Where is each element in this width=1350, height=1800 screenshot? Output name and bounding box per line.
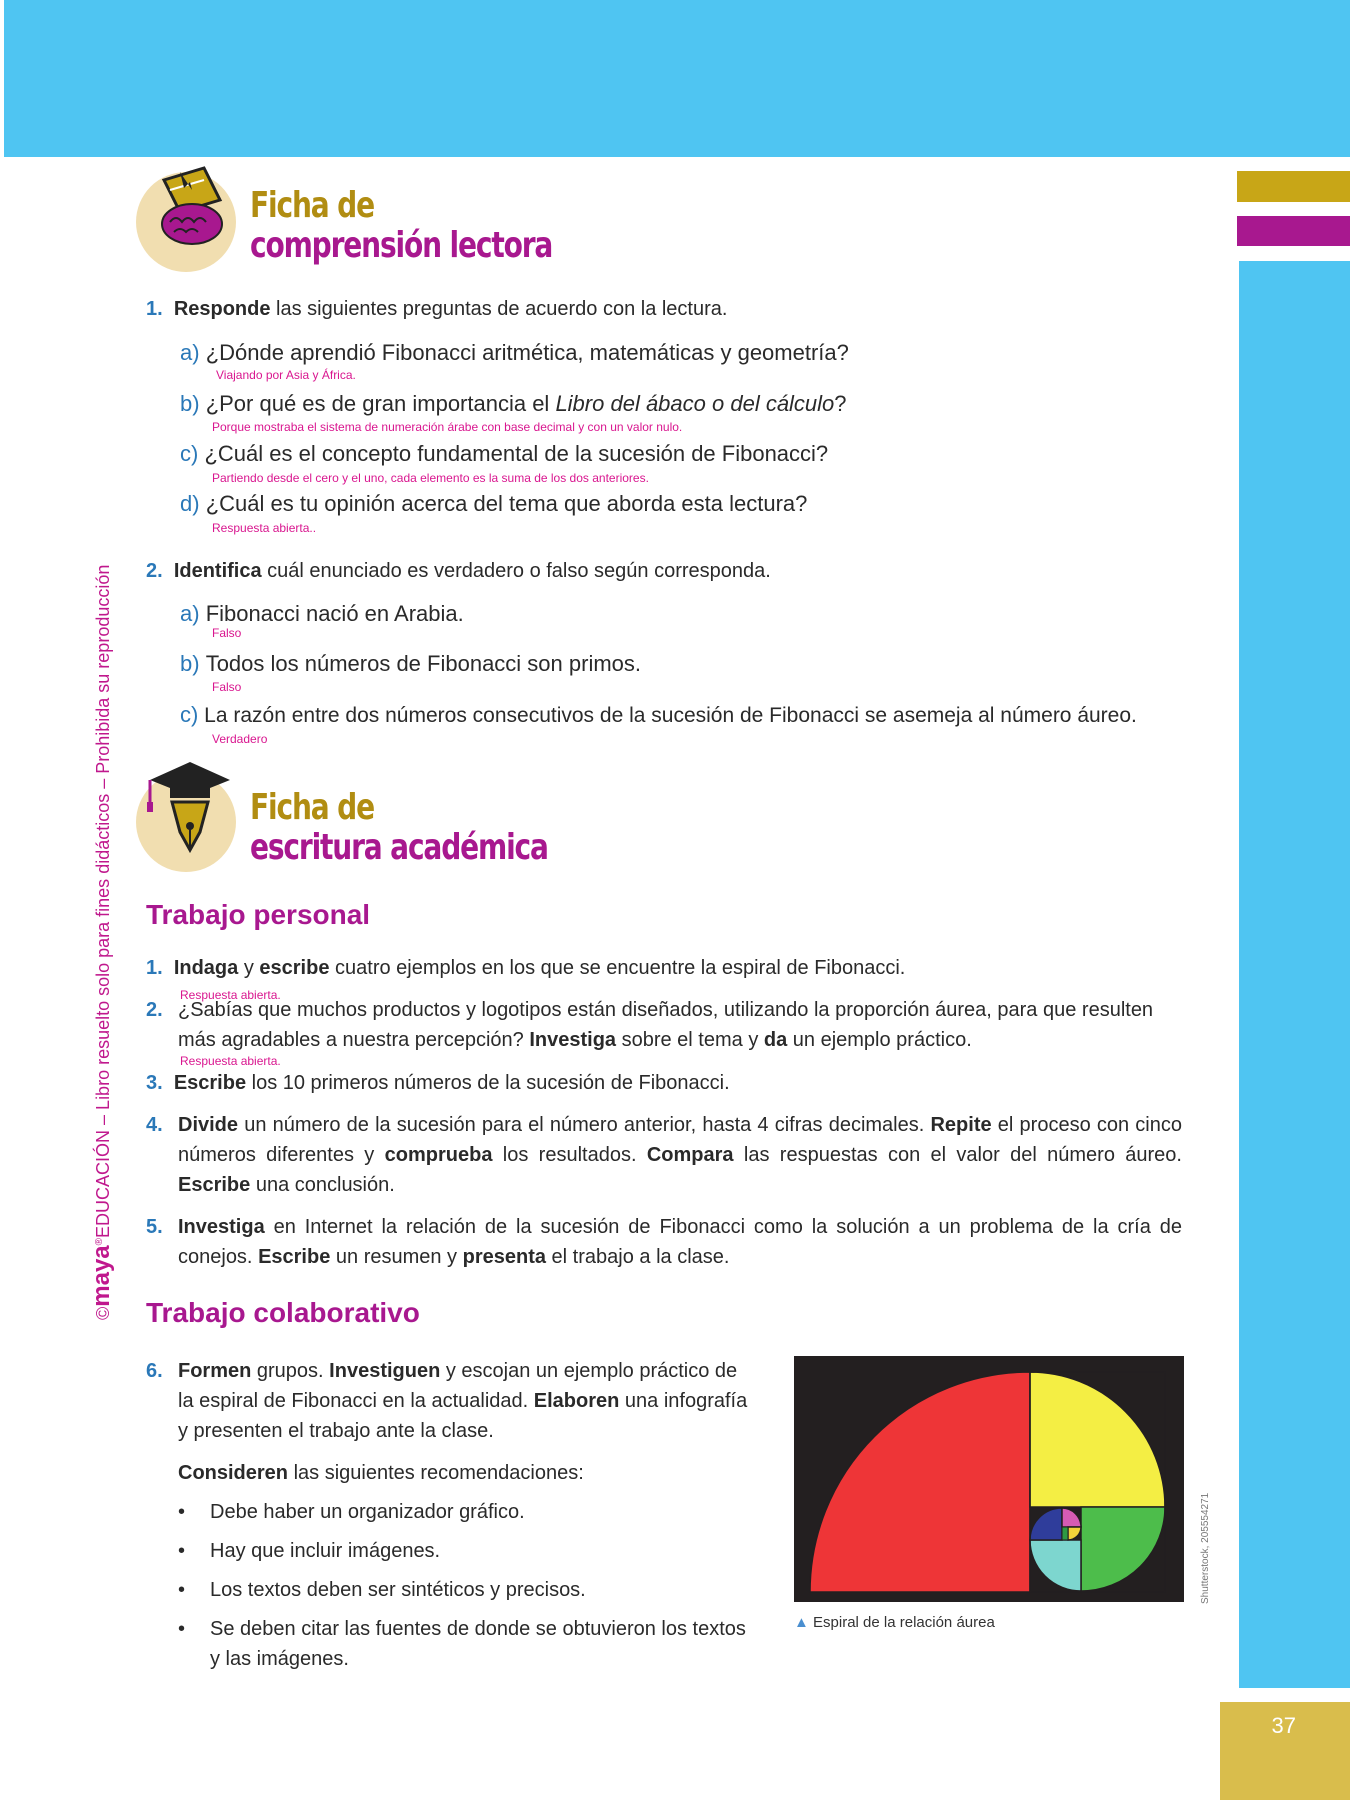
book-title: Libro del ábaco o del cálculo xyxy=(555,391,835,416)
text: una infografía y presenten el trabajo ante la clase. xyxy=(178,1390,748,1442)
page-number: 37 xyxy=(1271,1713,1296,1738)
top-banner-edge xyxy=(0,0,4,157)
q2-item-b xyxy=(180,650,641,678)
personal-heading: Trabajo personal xyxy=(146,899,371,930)
text: los 10 primeros números de la sucesión de Fibonacci. xyxy=(246,1072,730,1094)
side-panel xyxy=(1239,261,1350,1688)
item-text: ¿Cuál es el concepto fundamental de la sucesión de Fibonacci? xyxy=(204,441,829,466)
bullet-text: Debe haber un organizador gráfico. xyxy=(210,1501,525,1523)
item-letter: a) xyxy=(180,340,200,365)
item-text: Fibonacci nació en Arabia. xyxy=(205,601,464,626)
item-letter: b) xyxy=(180,651,200,676)
text: las respuestas con el valor del número áureo. xyxy=(733,1144,1182,1166)
verb: Investiguen xyxy=(329,1360,441,1382)
verb: Formen xyxy=(178,1360,252,1382)
item-text: ¿Dónde aprendió Fibonacci aritmética, matemáticas y geometría? xyxy=(205,340,849,365)
text: un resumen y xyxy=(330,1246,463,1268)
verb: Investiga xyxy=(529,1029,617,1051)
item-letter: d) xyxy=(180,491,200,516)
verb: presenta xyxy=(462,1246,546,1268)
bullet-text: Se deben citar las fuentes de donde se obtuvieron los textos y las imágenes. xyxy=(210,1618,746,1670)
answer-q1c: Partiendo desde el cero y el uno, cada elemento es la suma de los dos anteriores. xyxy=(212,471,649,485)
verb: Repite xyxy=(930,1114,992,1136)
item-number: 6. xyxy=(146,1360,163,1382)
text: y escojan un ejemplo práctico de la espiral de Fibonacci en la actualidad. xyxy=(178,1360,738,1412)
figure-caption xyxy=(794,1614,995,1631)
text: una conclusión. xyxy=(250,1174,395,1196)
answer-q1a: Viajando por Asia y África. xyxy=(216,368,356,382)
q1-item-a xyxy=(180,339,849,367)
item-body xyxy=(178,995,1182,1055)
verb: comprueba xyxy=(384,1144,493,1166)
image-credit: Shutterstock, 205554271 xyxy=(1200,1492,1211,1604)
text: grupos. xyxy=(251,1360,330,1382)
verb: Escribe xyxy=(258,1246,331,1268)
verb: Consideren xyxy=(178,1462,289,1484)
bullet-list xyxy=(178,1497,750,1674)
q2-item-c xyxy=(180,701,1137,730)
text: el proceso con cinco números diferentes y xyxy=(178,1114,1182,1166)
personal-item-5 xyxy=(146,1212,1182,1272)
copyright-notice xyxy=(85,490,115,1320)
ficha-escritura-title xyxy=(250,788,548,868)
verb: Escribe xyxy=(178,1174,251,1196)
item-text-end: ? xyxy=(834,391,847,416)
item-number: 5. xyxy=(146,1216,163,1238)
copyright-symbol: © xyxy=(93,1306,113,1320)
text: un ejemplo práctico. xyxy=(787,1029,972,1051)
personal-item-1 xyxy=(146,953,905,983)
question-verb: Identifica xyxy=(173,560,262,582)
question-2 xyxy=(146,556,771,586)
verb: escribe xyxy=(259,957,330,979)
question-text: las siguientes preguntas de acuerdo con la lectura. xyxy=(270,298,728,320)
golden-spiral-image xyxy=(794,1356,1184,1602)
graduation-pen-icon xyxy=(140,758,240,858)
item-number: 2. xyxy=(146,999,163,1021)
brain-book-icon xyxy=(152,160,232,255)
text: cuatro ejemplos en los que se encuentre la espiral de Fibonacci. xyxy=(329,957,906,979)
title-line-1: Ficha de xyxy=(250,185,374,226)
item-number: 1. xyxy=(146,957,163,979)
bullet-item: • Hay que incluir imágenes. xyxy=(178,1540,441,1562)
title-line-1: Ficha de xyxy=(250,787,374,828)
question-text: cuál enunciado es verdadero o falso según corresponda. xyxy=(261,560,771,582)
bullet-text: Hay que incluir imágenes. xyxy=(210,1540,441,1562)
top-banner xyxy=(0,0,1350,157)
item-text: La razón entre dos números consecutivos de la sucesión de Fibonacci se asemeja al número áureo. xyxy=(204,704,1137,727)
item-letter: a) xyxy=(180,601,200,626)
answer-q2c: Verdadero xyxy=(212,732,268,746)
verb: Elaboren xyxy=(533,1390,620,1412)
q1-item-c xyxy=(180,440,828,468)
consider-line xyxy=(178,1458,584,1488)
question-number: 1. xyxy=(146,298,163,320)
question-verb: Responde xyxy=(173,298,271,320)
item-body xyxy=(178,1356,750,1446)
bullet-item: • Los textos deben ser sintéticos y precisos. xyxy=(178,1579,586,1601)
personal-item-4 xyxy=(146,1110,1182,1200)
item-letter: b) xyxy=(180,391,200,416)
answer-q1b: Porque mostraba el sistema de numeración árabe con base decimal y con un valor nulo. xyxy=(212,420,683,434)
text: y xyxy=(238,957,260,979)
question-number: 2. xyxy=(146,560,163,582)
brand-logo: maya xyxy=(88,1245,115,1307)
text: el trabajo a la clase. xyxy=(546,1246,730,1268)
text: las siguientes recomendaciones: xyxy=(288,1462,584,1484)
personal-item-2 xyxy=(146,995,1182,1055)
text: en Internet la relación de la sucesión de Fibonacci como la solución a un problema de la cría de conejos. xyxy=(178,1216,1182,1268)
title-line-2: escritura académica xyxy=(250,827,548,868)
item-body xyxy=(178,1212,1182,1272)
q1-item-d xyxy=(180,490,807,518)
item-text: ¿Cuál es tu opinión acerca del tema que aborda esta lectura? xyxy=(205,491,808,516)
caption-text: Espiral de la relación áurea xyxy=(813,1614,995,1631)
copyright-text: EDUCACIÓN – Libro resuelto solo para fines didácticos – Prohibida su reproducción xyxy=(93,564,113,1238)
answer-q2a: Falso xyxy=(212,626,242,640)
registered-mark: ® xyxy=(94,1237,105,1246)
text: un número de la sucesión para el número anterior, hasta 4 cifras decimales. xyxy=(238,1114,931,1136)
ficha-comprension-title xyxy=(250,186,552,266)
verb: da xyxy=(763,1029,788,1051)
answer-personal-1: Respuesta abierta. xyxy=(180,988,281,1002)
q2-item-a xyxy=(180,600,464,628)
item-number: 4. xyxy=(146,1114,163,1136)
title-line-2: comprensión lectora xyxy=(250,225,553,266)
answer-personal-2: Respuesta abierta. xyxy=(180,1054,281,1068)
item-text: Todos los números de Fibonacci son primos. xyxy=(205,651,642,676)
item-number: 3. xyxy=(146,1072,163,1094)
verb: Investiga xyxy=(178,1216,265,1238)
bullet-item: • Se deben citar las fuentes de donde se obtuvieron los textos y las imágenes. xyxy=(178,1618,746,1670)
colab-item-6 xyxy=(146,1356,750,1446)
gold-tab xyxy=(1237,171,1350,202)
item-body xyxy=(178,1110,1182,1200)
verb: Escribe xyxy=(173,1072,247,1094)
item-letter: c) xyxy=(180,441,199,466)
verb: Compara xyxy=(646,1144,734,1166)
answer-q1d: Respuesta abierta.. xyxy=(212,521,317,535)
verb: Indaga xyxy=(173,957,239,979)
text: ¿Sabías que muchos productos y logotipos están diseñados, utilizando la proporción áurea, para que resulten más agradables a nuestra percepción? xyxy=(178,999,1154,1051)
item-letter: c) xyxy=(180,702,199,727)
bullet-text: Los textos deben ser sintéticos y precisos. xyxy=(210,1579,586,1601)
item-text: ¿Por qué es de gran importancia el xyxy=(205,391,556,416)
text: sobre el tema y xyxy=(616,1029,764,1051)
personal-item-3 xyxy=(146,1068,730,1098)
magenta-tab xyxy=(1237,216,1350,246)
question-1 xyxy=(146,294,727,324)
verb: Divide xyxy=(178,1114,239,1136)
answer-q2b: Falso xyxy=(212,680,242,694)
colab-heading: Trabajo colaborativo xyxy=(146,1297,420,1328)
q1-item-b xyxy=(180,390,847,418)
bullet-item: • Debe haber un organizador gráfico. xyxy=(178,1501,525,1523)
text: los resultados. xyxy=(492,1144,647,1166)
caption-triangle-icon: ▲ xyxy=(794,1614,809,1631)
